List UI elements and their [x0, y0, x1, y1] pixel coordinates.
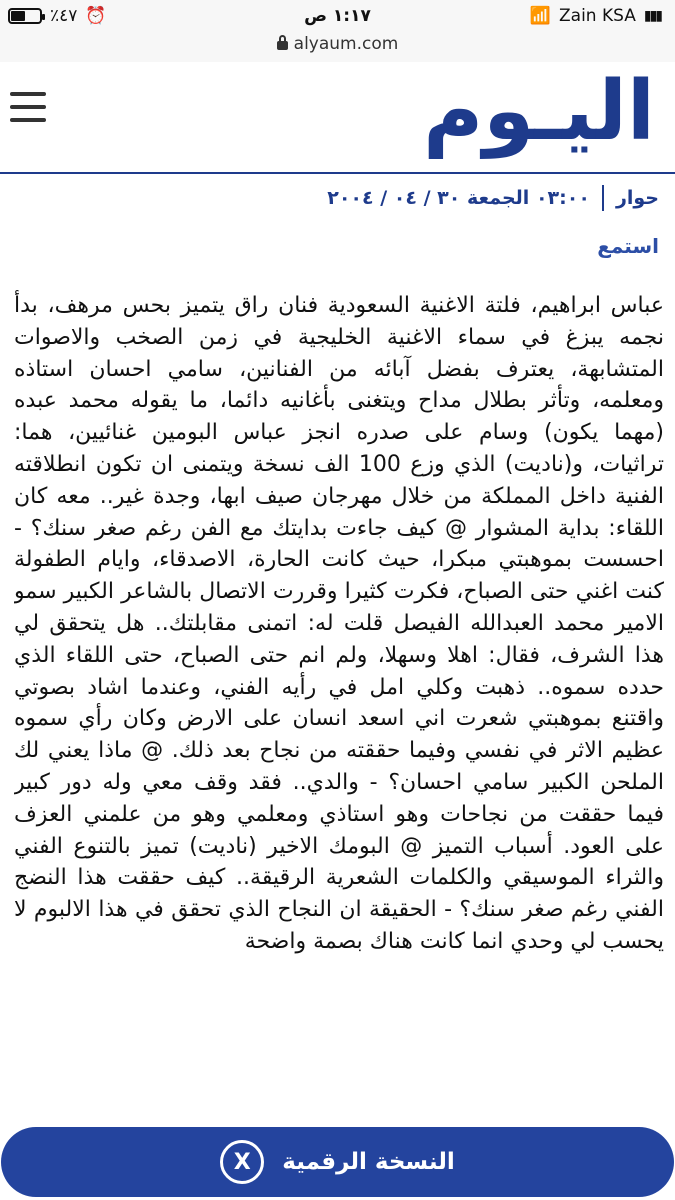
article-meta [9, 182, 659, 214]
alarm-icon: ⏰ [85, 6, 107, 26]
article-body [14, 290, 664, 1120]
listen-button[interactable]: استمع [597, 234, 659, 258]
signal-icon: ▮▮▮ [643, 8, 661, 24]
menu-icon[interactable] [10, 92, 46, 124]
wifi-icon: 📶 [529, 6, 552, 26]
address-bar[interactable] [0, 34, 675, 54]
close-icon[interactable]: X [220, 1140, 264, 1184]
article-category[interactable]: حوار [615, 187, 659, 209]
digital-edition-bar[interactable] [1, 1127, 674, 1197]
url-text: alyaum.com [293, 34, 399, 54]
article-text: عباس ابراهيم، فلتة الاغنية السعودية فنان راق يتميز بحس مرهف، بدأ نجمه يبزغ في سماء الاغنية الخليجية في زمن الصخب والاصوات المتشابهة، يعترف بفضل آبائه من الفنانين، سامي احسان استاذه ومعلمه، وتأثر بطلال مداح ويتغنى بأغانيه دائما، ما يقوله محمد عبده (مهما يكون) وسام على صدره انجز عباس البومين غنائيين، هما: تراثيات، و(ناديت) الذي وزع 100 الف نسخة ويتمنى ان تكون انطلاقته الفنية داخل المملكة من خلال مهرجان صيف ابها، وجدة غير.. معه كان اللقاء: بداية المشوار @ كيف جاءت بدايتك مع الفن رغم صغر سنك؟ - احسست بموهبتي مبكرا، حيث كانت الحارة، الاصدقاء، وايام الطفولة كنت اغني حتى الصباح، فكرت كثيرا وقررت الاتصال بالشاعر الكبير سمو الامير محمد العبدالله الفيصل قلت له: اتمنى مقابلتك.. هل يتحقق لي هذا الشرف، فقال: اهلا وسهلا، ولم انم حتى الصباح، حتى اللقاء الذي حدده سموه.. ذهبت وكلي امل في رأيه الفني، وعندما اشاد بصوتي واقتنع بموهبتي شعرت اني اسعد انسان على الارض وكان رأي سموه عظيم الاثر في نفسي وفيما حققته من نجاح بعد ذلك. @ ماذا يعني لك الملحن الكبير سامي احسان؟ - والدي.. فقد وقف معي وله دور كبير فيما حققت من نجاحات وهو استاذي ومعلمي وهو من علمني العزف على العود. أسباب التميز @ البومك الاخير (ناديت) تميز بالتنوع الفني والثراء الموسيقي والكلمات الشعرية الرقيقة.. كيف حققت هذا النضج الفني رغم صغر سنك؟ - الحقيقة ان النجاح الذي تحقق في هذا الالبوم لا يحسب لي وحدي انما كانت هناك بصمة واضحة [14, 293, 664, 954]
carrier-name: Zain KSA [559, 6, 636, 26]
article-date: ٠٣:٠٠ الجمعة ٣٠ / ٠٤ / ٢٠٠٤ [327, 187, 590, 209]
site-logo[interactable]: اليـوم [423, 64, 655, 159]
meta-divider [602, 185, 604, 211]
status-right [530, 6, 661, 26]
status-bar [0, 0, 675, 62]
battery-percent: ٪٤٧ [50, 6, 78, 26]
digital-edition-label[interactable]: النسخة الرقمية [282, 1149, 455, 1175]
site-header [0, 62, 675, 174]
status-time: ١:١٧ ص [304, 6, 371, 26]
lock-icon [277, 41, 288, 50]
